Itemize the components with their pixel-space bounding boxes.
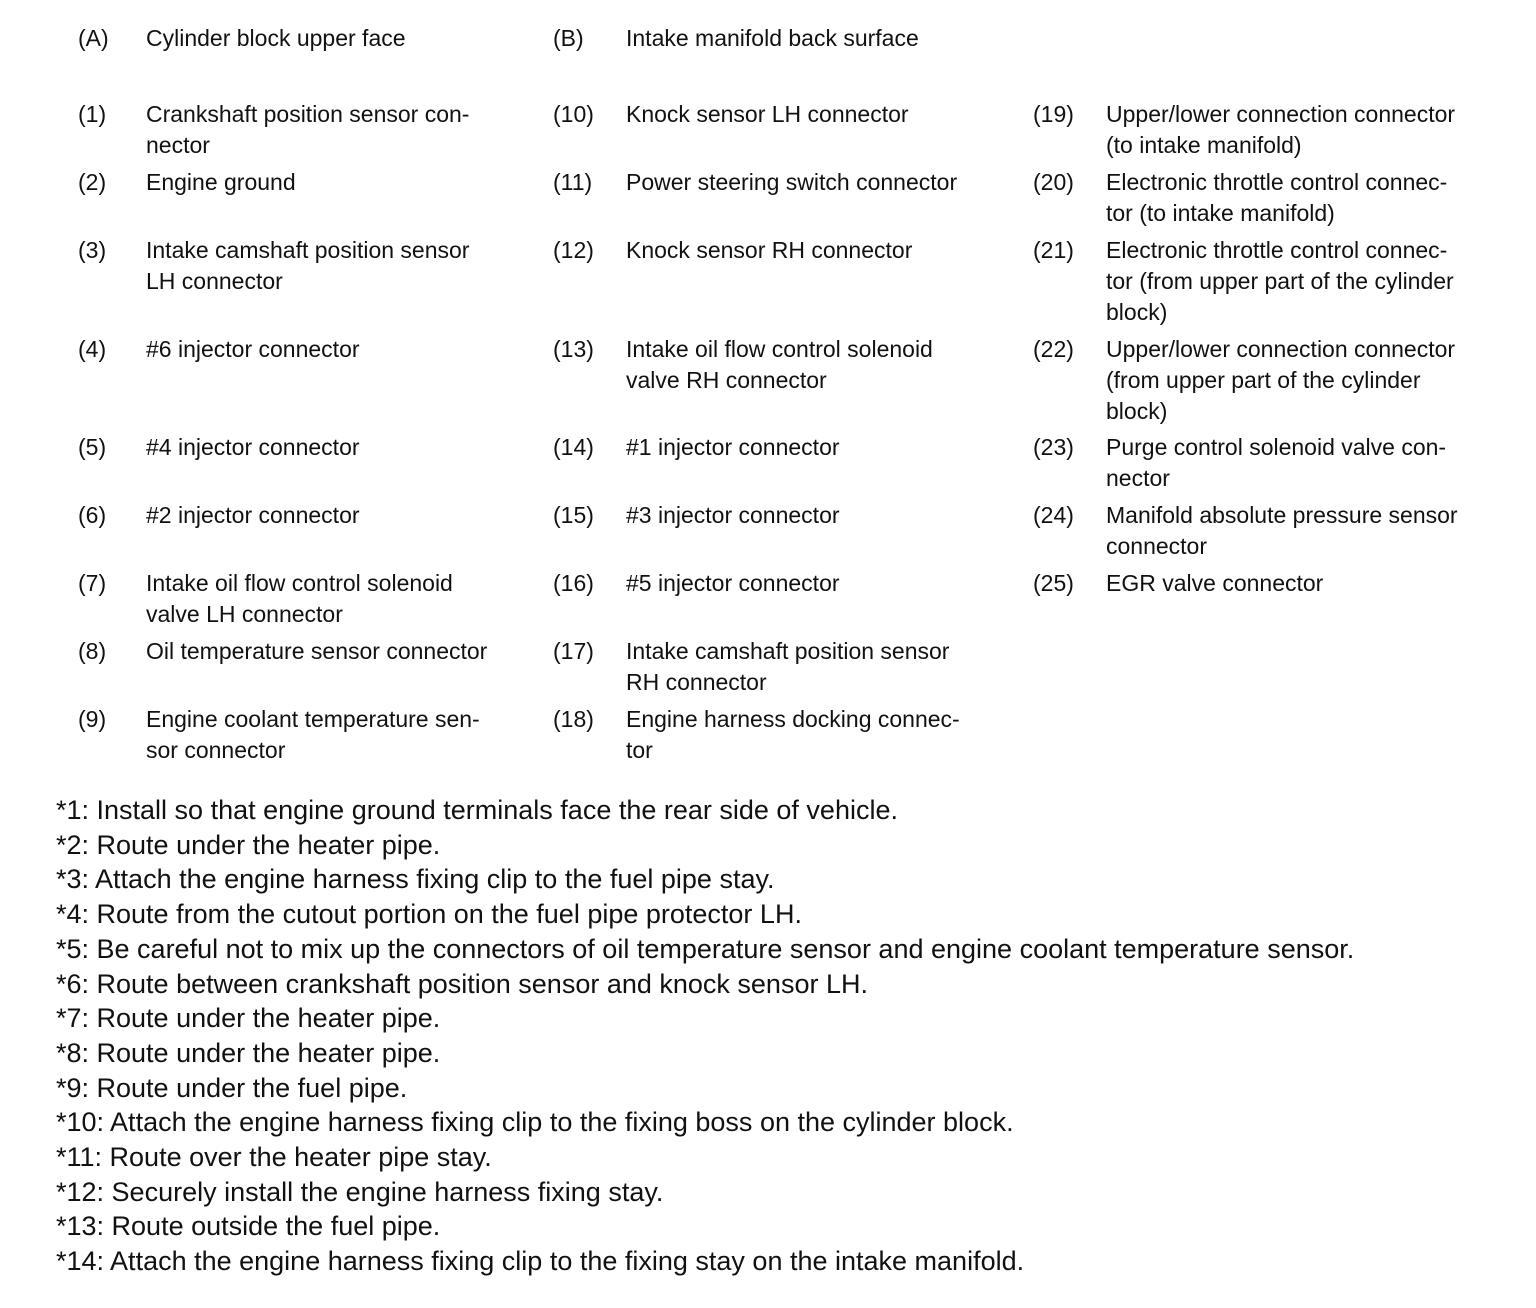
legend-item-code: (23)	[1033, 434, 1074, 460]
legend-item-text	[626, 334, 1006, 396]
legend-item-line: Intake oil flow control solenoid	[626, 336, 933, 362]
legend-item-line: block)	[1106, 299, 1168, 325]
legend-item-code: (6)	[78, 502, 107, 528]
legend-item-code: (21)	[1033, 237, 1074, 263]
legend-item-code: (5)	[78, 434, 107, 460]
legend-item-code: (B)	[553, 25, 584, 51]
legend-item-line: #3 injector connector	[626, 502, 840, 528]
legend-item-code: (20)	[1033, 169, 1074, 195]
note-item: *6: Route between crankshaft position sensor and knock sensor LH.	[56, 968, 868, 999]
legend-item-code: (22)	[1033, 336, 1074, 362]
legend-item-code: (17)	[553, 638, 594, 664]
note-item: *10: Attach the engine harness fixing clip to the fixing boss on the cylinder block.	[56, 1107, 1014, 1138]
legend-item-line: block)	[1106, 398, 1168, 424]
legend-item-code: (24)	[1033, 502, 1074, 528]
note-item: *9: Route under the fuel pipe.	[56, 1072, 408, 1103]
legend-item-code: (25)	[1033, 570, 1074, 596]
legend-item-line: #6 injector connector	[146, 336, 360, 362]
legend-item-text	[146, 334, 526, 365]
legend-item-line: Knock sensor LH connector	[626, 101, 909, 127]
legend-item-code: (13)	[553, 336, 594, 362]
note-item: *11: Route over the heater pipe stay.	[56, 1142, 492, 1173]
note-item: *14: Attach the engine harness fixing clip to the fixing stay on the intake manifold.	[56, 1246, 1025, 1277]
legend-item-text	[146, 704, 526, 766]
legend-item-code: (7)	[78, 570, 107, 596]
legend-item-text	[146, 432, 526, 463]
legend-item-line: #1 injector connector	[626, 434, 840, 460]
legend-item-text	[1106, 568, 1526, 599]
note-item: *3: Attach the engine harness fixing clip to the fuel pipe stay.	[56, 864, 775, 895]
legend-item-text	[146, 500, 526, 531]
note-item: *13: Route outside the fuel pipe.	[56, 1211, 441, 1242]
legend-item-line: tor (to intake manifold)	[1106, 200, 1335, 226]
legend-item-code: (16)	[553, 570, 594, 596]
legend-item-line: LH connector	[146, 268, 283, 294]
legend-item-text	[626, 235, 1006, 266]
legend-item-line: valve RH connector	[626, 367, 827, 393]
legend-item-text	[1106, 235, 1526, 328]
legend-item-code: (10)	[553, 101, 594, 127]
legend-item-line: Oil temperature sensor connector	[146, 638, 488, 664]
legend-item-code: (9)	[78, 706, 107, 732]
legend-item-line: sor connector	[146, 737, 286, 763]
note-item: *4: Route from the cutout portion on the fuel pipe protector LH.	[56, 899, 802, 930]
legend-item-line: #2 injector connector	[146, 502, 360, 528]
legend-item-line: Intake camshaft position sensor	[146, 237, 470, 263]
legend-item-code: (18)	[553, 706, 594, 732]
legend-item-line: Upper/lower connection connector	[1106, 336, 1456, 362]
note-item: *12: Securely install the engine harness fixing stay.	[56, 1176, 664, 1207]
legend-item-code: (4)	[78, 336, 107, 362]
note-item: *8: Route under the heater pipe.	[56, 1037, 441, 1068]
legend-item-code: (1)	[78, 101, 107, 127]
legend-item-text	[146, 99, 526, 161]
legend-item-line: Power steering switch connector	[626, 169, 958, 195]
legend-item-line: Manifold absolute pressure sensor	[1106, 502, 1458, 528]
legend-item-code: (12)	[553, 237, 594, 263]
legend-item-text	[626, 636, 1006, 698]
legend-item-text	[626, 500, 1006, 531]
legend-item-text	[1106, 167, 1526, 229]
note-item: *7: Route under the heater pipe.	[56, 1003, 441, 1034]
legend-item-line: Engine coolant temperature sen-	[146, 706, 480, 732]
legend-item-line: RH connector	[626, 669, 767, 695]
notes-list	[56, 793, 1526, 1279]
legend-item-code: (A)	[78, 25, 109, 51]
legend-item-text	[1106, 99, 1526, 161]
legend-item-text	[1106, 500, 1526, 562]
legend-item-line: connector	[1106, 533, 1208, 559]
legend-item-text	[146, 636, 526, 667]
legend-item-code: (3)	[78, 237, 107, 263]
legend-item-code: (8)	[78, 638, 107, 664]
legend-item-code: (11)	[553, 169, 593, 195]
legend-item-line: Upper/lower connection connector	[1106, 101, 1456, 127]
legend-item-line: valve LH connector	[146, 601, 343, 627]
legend-item-text	[626, 99, 1006, 130]
legend-item-line: Crankshaft position sensor con-	[146, 101, 470, 127]
legend-item-code: (2)	[78, 169, 107, 195]
legend-item-line: nector	[1106, 465, 1170, 491]
legend-item-code: (19)	[1033, 101, 1074, 127]
legend-item-line: (to intake manifold)	[1106, 132, 1302, 158]
legend-item-line: Intake oil flow control solenoid	[146, 570, 453, 596]
legend-item-text	[626, 167, 1006, 198]
legend-item-line: Knock sensor RH connector	[626, 237, 913, 263]
legend-item-text	[626, 568, 1006, 599]
legend-item-line: EGR valve connector	[1106, 570, 1324, 596]
legend-item-line: tor	[626, 737, 653, 763]
legend-item-text: Intake manifold back surface	[626, 25, 919, 51]
legend-item-text	[146, 167, 526, 198]
legend-item-line: Purge control solenoid valve con-	[1106, 434, 1447, 460]
legend-item-line: Intake camshaft position sensor	[626, 638, 950, 664]
legend-item-text: Cylinder block upper face	[146, 25, 406, 51]
legend-item-line: #4 injector connector	[146, 434, 360, 460]
legend-item-text	[1106, 432, 1526, 494]
legend-item-line: #5 injector connector	[626, 570, 840, 596]
legend-item-line: Electronic throttle control connec-	[1106, 237, 1448, 263]
legend-item-text	[1106, 334, 1526, 427]
legend-item-line: tor (from upper part of the cylinder	[1106, 268, 1454, 294]
legend-item-text	[626, 704, 1006, 766]
note-item: *5: Be careful not to mix up the connectors of oil temperature sensor and engine coolant temperature sensor.	[56, 933, 1355, 964]
legend-item-line: Electronic throttle control connec-	[1106, 169, 1448, 195]
legend-item-code: (15)	[553, 502, 594, 528]
legend-item-line: (from upper part of the cylinder	[1106, 367, 1421, 393]
legend-item-line: Engine ground	[146, 169, 296, 195]
legend-item-line: Engine harness docking connec-	[626, 706, 960, 732]
legend-item-line: nector	[146, 132, 210, 158]
note-item: *1: Install so that engine ground terminals face the rear side of vehicle.	[56, 795, 898, 825]
legend-item-text	[626, 432, 1006, 463]
legend-item-code: (14)	[553, 434, 594, 460]
note-item: *2: Route under the heater pipe.	[56, 829, 441, 860]
legend-item-text	[146, 568, 526, 630]
legend-item-text	[146, 235, 526, 297]
